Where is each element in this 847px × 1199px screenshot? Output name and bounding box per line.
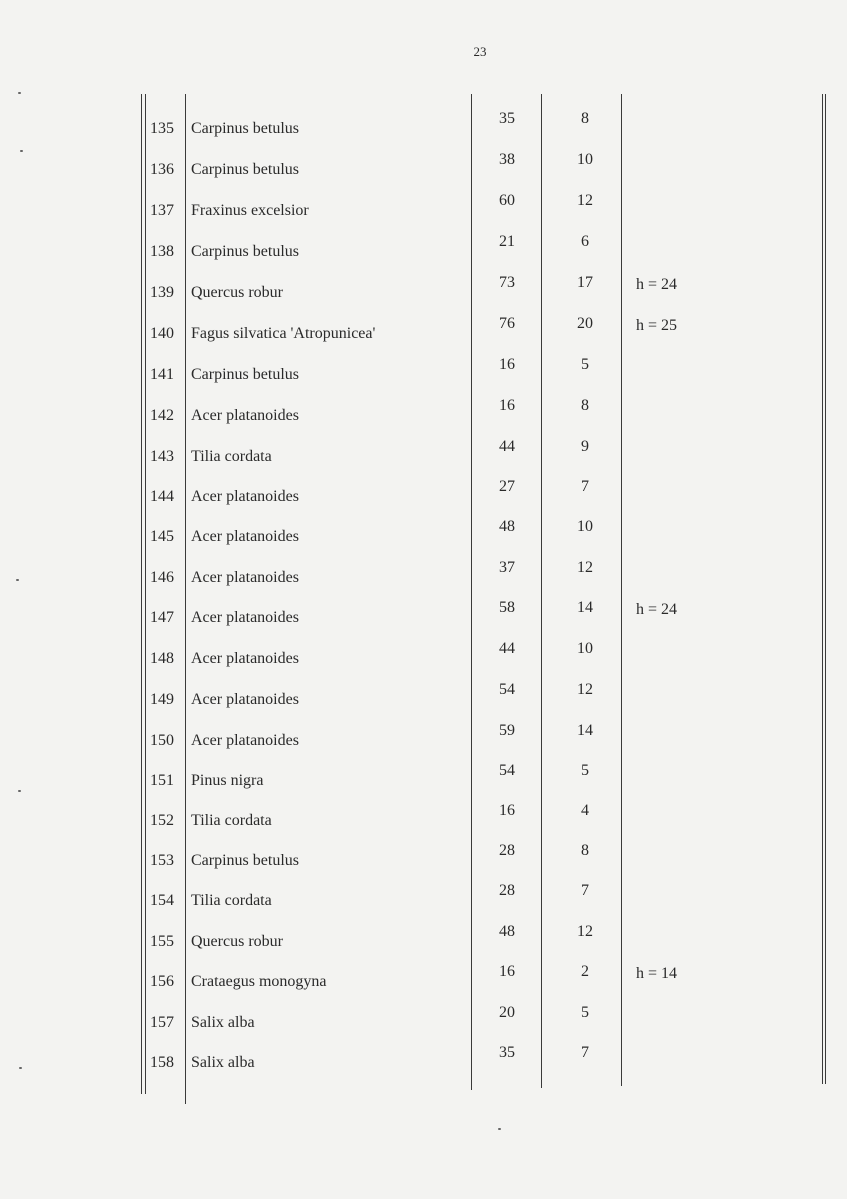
table-row [0, 315, 847, 362]
table-row [0, 192, 847, 239]
species-name: Acer platanoides [191, 569, 299, 586]
row-number: 158 [150, 1054, 174, 1071]
measurement-a: 44 [499, 640, 515, 657]
row-number: 149 [150, 691, 174, 708]
species-name: Fraxinus excelsior [191, 202, 309, 219]
row-number: 154 [150, 892, 174, 909]
measurement-b: 12 [577, 559, 593, 576]
species-name: Acer platanoides [191, 407, 299, 424]
measurement-a: 35 [499, 1044, 515, 1061]
page-number: 23 [473, 44, 487, 59]
measurement-b: 6 [581, 233, 589, 250]
table-row [0, 963, 847, 1010]
row-number: 136 [150, 161, 174, 178]
species-name: Tilia cordata [191, 448, 272, 465]
table-row [0, 151, 847, 198]
measurement-a: 54 [499, 762, 515, 779]
table-row [0, 559, 847, 606]
measurement-a: 16 [499, 397, 515, 414]
row-number: 144 [150, 488, 174, 505]
species-name: Acer platanoides [191, 691, 299, 708]
species-name: Acer platanoides [191, 528, 299, 545]
measurement-a: 38 [499, 151, 515, 168]
table-row [0, 397, 847, 444]
species-name: Acer platanoides [191, 650, 299, 667]
measurement-a: 16 [499, 356, 515, 373]
species-name: Tilia cordata [191, 812, 272, 829]
measurement-a: 20 [499, 1004, 515, 1021]
table-row [0, 1004, 847, 1051]
row-number: 152 [150, 812, 174, 829]
measurement-a: 16 [499, 963, 515, 980]
table-row [0, 640, 847, 687]
row-number: 140 [150, 325, 174, 342]
measurement-b: 5 [581, 762, 589, 779]
species-name: Carpinus betulus [191, 366, 299, 383]
measurement-a: 54 [499, 681, 515, 698]
height-note: h = 14 [636, 965, 678, 982]
species-name: Acer platanoides [191, 732, 299, 749]
row-number: 145 [150, 528, 174, 545]
table-row [0, 356, 847, 403]
species-name: Salix alba [191, 1054, 255, 1071]
species-name: Acer platanoides [191, 609, 299, 626]
measurement-b: 8 [581, 397, 589, 414]
table-row [0, 681, 847, 728]
row-number: 148 [150, 650, 174, 667]
table-row [0, 882, 847, 929]
measurement-a: 48 [499, 518, 515, 535]
measurement-a: 21 [499, 233, 515, 250]
scan-speck [20, 150, 23, 152]
measurement-a: 16 [499, 802, 515, 819]
measurement-b: 5 [581, 356, 589, 373]
row-number: 139 [150, 284, 174, 301]
measurement-b: 2 [581, 963, 589, 980]
row-number: 147 [150, 609, 174, 626]
row-number: 143 [150, 448, 174, 465]
table-row [0, 274, 847, 321]
measurement-b: 8 [581, 110, 589, 127]
measurement-b: 12 [577, 681, 593, 698]
measurement-a: 76 [499, 315, 515, 332]
species-name: Carpinus betulus [191, 243, 299, 260]
row-number: 137 [150, 202, 174, 219]
measurement-b: 5 [581, 1004, 589, 1021]
species-name: Salix alba [191, 1014, 255, 1031]
row-number: 141 [150, 366, 174, 383]
measurement-b: 7 [581, 882, 589, 899]
measurement-b: 14 [577, 722, 593, 739]
measurement-a: 27 [499, 478, 515, 495]
measurement-b: 10 [577, 151, 593, 168]
measurement-a: 37 [499, 559, 515, 576]
measurement-a: 60 [499, 192, 515, 209]
measurement-b: 12 [577, 192, 593, 209]
measurement-a: 44 [499, 438, 515, 455]
measurement-b: 4 [581, 802, 589, 819]
row-number: 153 [150, 852, 174, 869]
height-note: h = 24 [636, 601, 678, 618]
measurement-b: 10 [577, 640, 593, 657]
table-row [0, 722, 847, 769]
table-row [0, 518, 847, 565]
height-note: h = 25 [636, 317, 678, 334]
row-number: 151 [150, 772, 174, 789]
measurement-a: 73 [499, 274, 515, 291]
table-row [0, 802, 847, 849]
table-row [0, 599, 847, 646]
height-note: h = 24 [636, 276, 678, 293]
species-name: Quercus robur [191, 933, 283, 950]
measurement-a: 59 [499, 722, 515, 739]
row-number: 155 [150, 933, 174, 950]
species-name: Fagus silvatica 'Atropunicea' [191, 325, 376, 342]
species-name: Carpinus betulus [191, 852, 299, 869]
measurement-b: 7 [581, 1044, 589, 1061]
table-row [0, 762, 847, 809]
measurement-b: 20 [577, 315, 593, 332]
measurement-b: 8 [581, 842, 589, 859]
row-number: 142 [150, 407, 174, 424]
measurement-b: 12 [577, 923, 593, 940]
scan-speck [18, 790, 21, 792]
species-name: Carpinus betulus [191, 120, 299, 137]
measurement-a: 48 [499, 923, 515, 940]
measurement-b: 7 [581, 478, 589, 495]
row-number: 135 [150, 120, 174, 137]
measurement-b: 17 [577, 274, 593, 291]
measurement-a: 35 [499, 110, 515, 127]
species-name: Acer platanoides [191, 488, 299, 505]
table-row [0, 1044, 847, 1091]
measurement-b: 14 [577, 599, 593, 616]
table-row [0, 923, 847, 970]
row-number: 157 [150, 1014, 174, 1031]
row-number: 156 [150, 973, 174, 990]
measurement-a: 28 [499, 882, 515, 899]
species-name: Carpinus betulus [191, 161, 299, 178]
measurement-a: 28 [499, 842, 515, 859]
scan-speck [18, 92, 21, 94]
row-number: 150 [150, 732, 174, 749]
species-name: Crataegus monogyna [191, 973, 327, 990]
table-row [0, 478, 847, 525]
species-name: Pinus nigra [191, 772, 264, 789]
table-row [0, 842, 847, 889]
table-row [0, 110, 847, 157]
table-row [0, 438, 847, 485]
row-number: 138 [150, 243, 174, 260]
species-name: Tilia cordata [191, 892, 272, 909]
scan-speck [498, 1128, 501, 1130]
measurement-b: 9 [581, 438, 589, 455]
measurement-a: 58 [499, 599, 515, 616]
scan-speck [16, 579, 19, 581]
scan-speck [19, 1067, 22, 1069]
table-row [0, 233, 847, 280]
species-name: Quercus robur [191, 284, 283, 301]
row-number: 146 [150, 569, 174, 586]
measurement-b: 10 [577, 518, 593, 535]
